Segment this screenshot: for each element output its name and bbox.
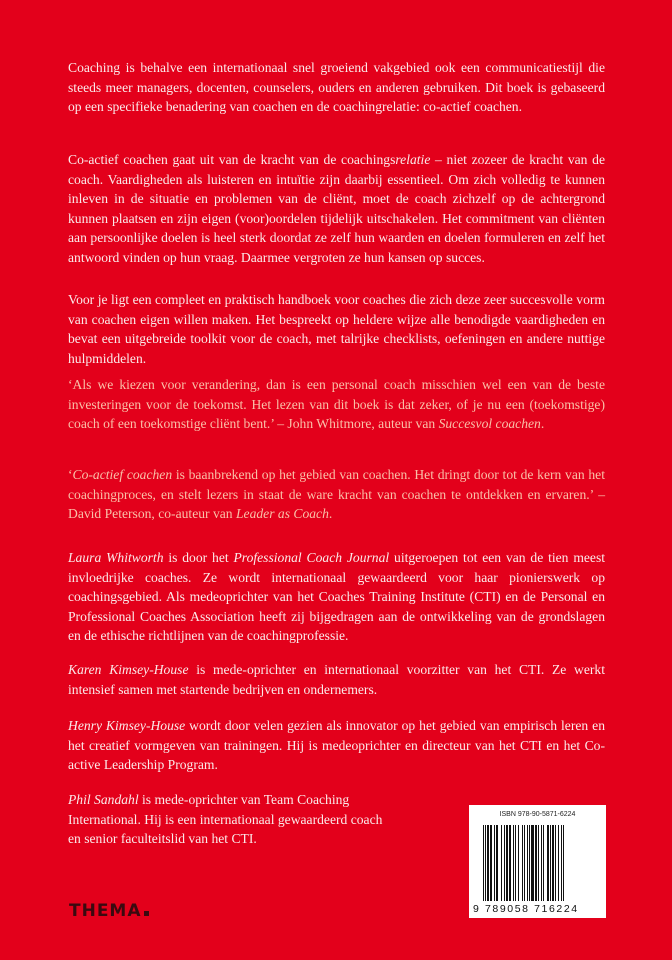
publisher-name: THEMA bbox=[69, 901, 142, 921]
author-bio-henry bbox=[68, 716, 605, 775]
barcode-bars bbox=[483, 825, 595, 901]
author-name: Henry Kimsey-House bbox=[68, 718, 186, 733]
handbook-paragraph: Voor je ligt een compleet en praktisch handboek voor coaches die zich deze zeer succesvolle vorm van coachen eigen willen maken. Het bespreekt op heldere wijze alle benodigde vaardigheden en bevat een uitgebreide toolkit voor de coach, met talrijke checklists, oefeningen en andere nuttige hulpmiddelen. bbox=[68, 292, 605, 366]
book-title: Succesvol coachen bbox=[438, 416, 541, 432]
barcode bbox=[469, 805, 606, 918]
quote-whitmore bbox=[68, 375, 605, 434]
intro-paragraph: Coaching is behalve een internationaal snel groeiend vakgebied ook een communicatiestijl die steeds meer managers, docenten, counselers, ouders en anderen gebruiken. Dit boek is gebaseerd op een specifieke benadering van coachen en de coachingrelatie: co-actief coachen. bbox=[68, 60, 605, 115]
isbn-label: ISBN 978-90-5871-6224 bbox=[499, 811, 576, 818]
text: wordt door velen gezien als innovator op het gebied van empirisch leren en het creatief vormgeven van trainingen. Hij is medeoprichter en directeur van het CTI en het Co-active Leadership Program. bbox=[68, 718, 605, 773]
text: is mede-oprichter van Team Coaching International. Hij is een internationaal gewaardeerd coach en senior faculteitslid van het CTI. bbox=[68, 792, 383, 847]
author-bio-phil bbox=[68, 790, 398, 849]
author-bio-whitworth bbox=[68, 548, 605, 646]
logo-dot bbox=[144, 911, 149, 916]
book-title: Leader as Coach bbox=[235, 506, 329, 522]
text: – niet zozeer de kracht van de coach. Vaardigheden als luisteren en intuïtie zijn daarbij essentieel. Om zich volledig te kunnen inleven in de situatie en problemen van de cliënt, moet de coach zichzelf op de achtergrond kunnen plaatsen en zijn eigen (voor)oordelen tijdelijk uitschakelen. Het commitment van cliënten aan persoonlijke doelen is heel sterk doordat ze zelf hun waarden en doelen formuleren en zelf het antwoord vinden op hun vraag. Daarmee vergroten ze hun kansen op succes. bbox=[68, 152, 605, 265]
text: uitgeroepen tot een van de tien meest invloedrijke coaches. Ze wordt internationaal gewaardeerd voor haar pionierswerk op coachingsgebied. Als medeoprichter van het Coaches Training Institute (CTI) en de Personal en Professional Coaches Association heeft zij bijgedragen aan de ontwikkeling van de grondslagen en de ethische richtlijnen van de coachingprofessie. bbox=[68, 550, 606, 644]
text: Co-actief coachen gaat uit van de kracht van de coachings bbox=[68, 152, 396, 167]
journal-title: Professional Coach Journal bbox=[233, 550, 390, 565]
barcode-digits: 9 789058 716224 bbox=[473, 903, 579, 915]
text: . bbox=[328, 506, 333, 522]
author-name: Phil Sandahl bbox=[68, 792, 139, 807]
quote-text: is baanbrekend op het gebied van coachen. Het dringt door tot de kern van het coachingproces, en stelt lezers in staat de ware kracht van coachen te ontdekken en ervaren.’ – David Peterson, co-auteur van bbox=[68, 467, 605, 522]
publisher-logo bbox=[69, 901, 149, 921]
coactive-paragraph bbox=[68, 150, 605, 268]
text: ‘ bbox=[68, 467, 73, 482]
author-bio-karen bbox=[68, 660, 605, 699]
author-name: Karen Kimsey-House bbox=[68, 662, 189, 677]
text: is door het bbox=[163, 550, 234, 565]
text: is mede-oprichter en internationaal voorzitter van het CTI. Ze werkt intensief samen met startende bedrijven en ondernemers. bbox=[68, 662, 605, 697]
quote-peterson bbox=[68, 465, 605, 524]
italic-text: relatie bbox=[395, 152, 431, 167]
author-name: Laura Whitworth bbox=[68, 550, 164, 565]
barcode-bar bbox=[564, 825, 565, 901]
book-title: Co-actief coachen bbox=[72, 467, 173, 482]
text: . bbox=[540, 416, 545, 432]
quote-text: ‘Als we kiezen voor verandering, dan is een personal coach misschien wel een van de beste investeringen voor de toekomst. Het lezen van dit boek is dat zeker, of je nu een (toekomstige) coach of een toekomstige cliënt bent.’ – John Whitmore, auteur van bbox=[68, 377, 605, 432]
